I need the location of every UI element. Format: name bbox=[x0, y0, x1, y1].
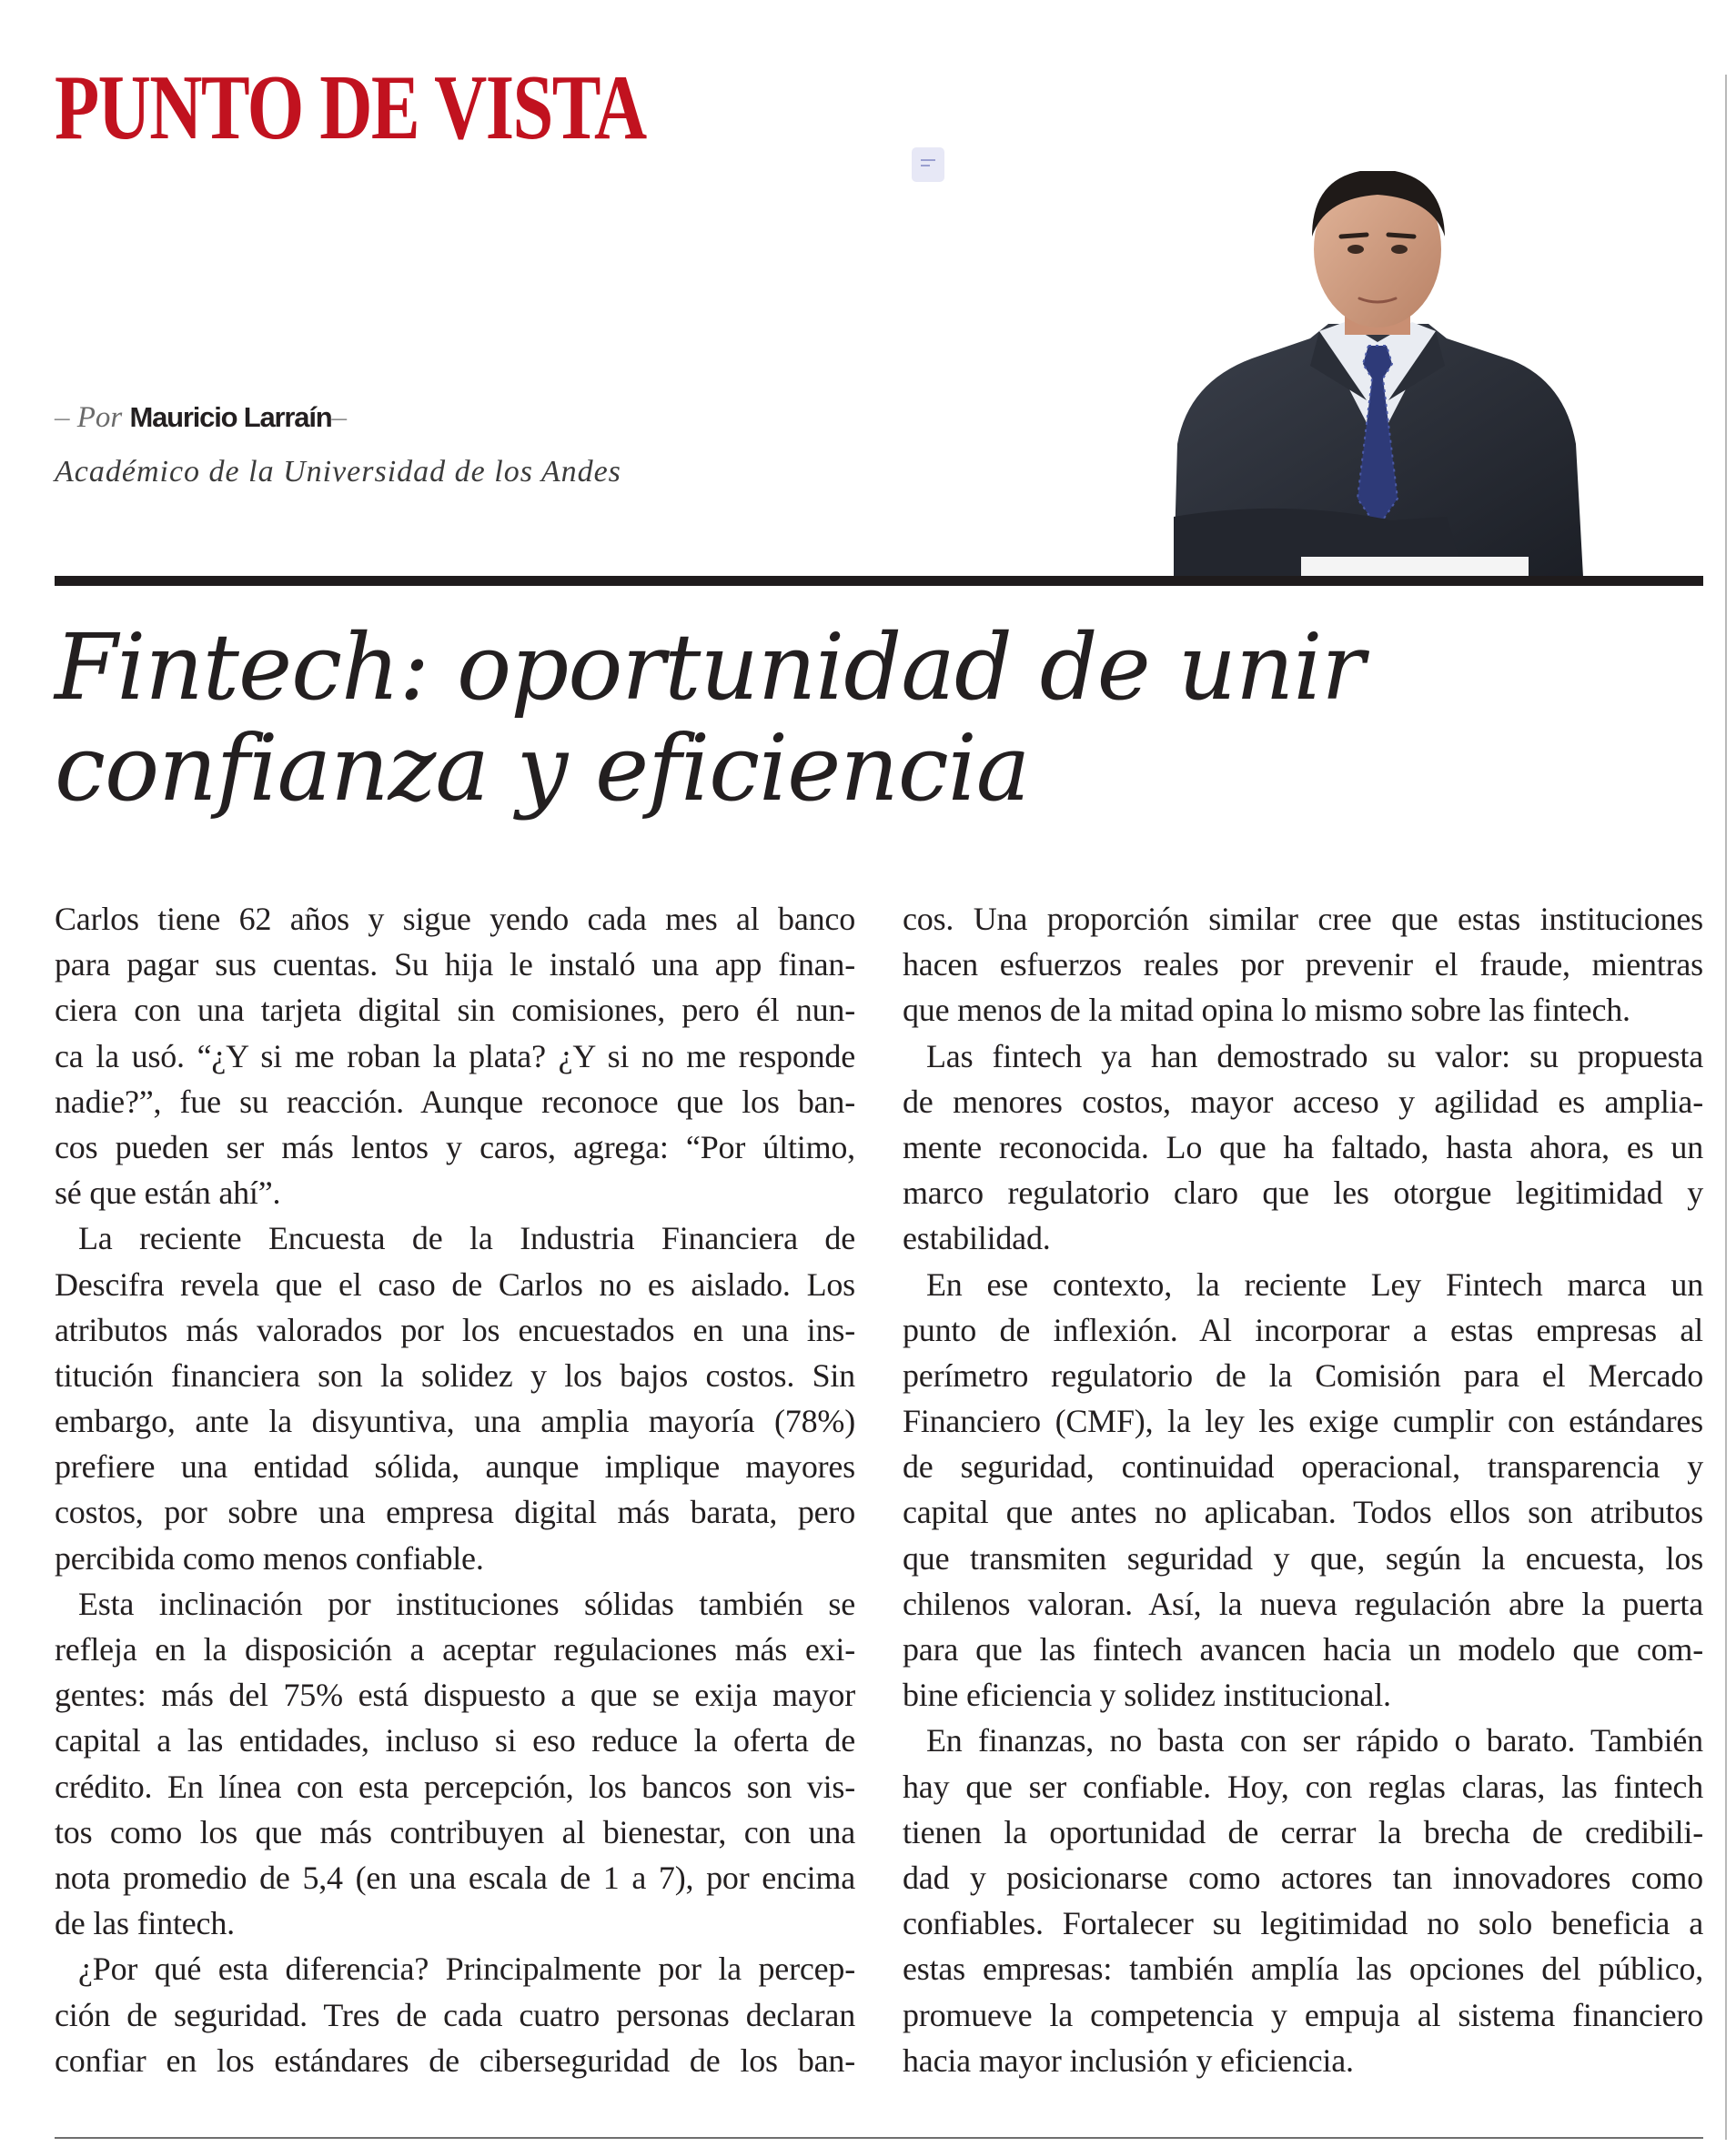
bottom-rule bbox=[55, 2137, 1703, 2139]
text-line: gentes: más del 75% está dispuesto a que se exija mayor bbox=[55, 1677, 855, 1714]
byline-por: Por bbox=[76, 401, 123, 434]
text-line: de seguridad, continuidad operacional, transparencia y bbox=[903, 1448, 1703, 1486]
text-line: perímetro regulatorio de la Comisión para el Mercado bbox=[903, 1356, 1703, 1394]
text-line: promueve la competencia y empuja al sistema financiero bbox=[903, 1996, 1703, 2033]
text-line: de menores costos, mayor acceso y agilidad es amplia- bbox=[903, 1083, 1703, 1120]
text-line: ¿Por qué esta diferencia? Principalmente por la percep- bbox=[78, 1950, 855, 1988]
text-line: percibida como menos confiable. bbox=[55, 1539, 484, 1577]
divider-rule bbox=[55, 576, 1703, 586]
text-line: cos pueden ser más lentos y caros, agrega: “Por último, bbox=[55, 1128, 855, 1165]
text-line: nadie?”, fue su reacción. Aunque reconoce que los ban- bbox=[55, 1083, 855, 1120]
headline-line: Fintech: oportunidad de unir bbox=[55, 614, 1365, 721]
headline-line: confianza y eficiencia bbox=[55, 715, 1030, 822]
text-line: confiar en los estándares de ciberseguridad de los ban- bbox=[55, 2041, 855, 2079]
text-line: crédito. En línea con esta percepción, los bancos son vis- bbox=[55, 1768, 855, 1805]
text-line: capital que antes no aplicaban. Todos ellos son atributos bbox=[903, 1494, 1703, 1531]
text-line: ca la usó. “¿Y si me roban la plata? ¿Y si no me responde bbox=[55, 1037, 855, 1074]
paragraph bbox=[55, 1215, 855, 1581]
text-line: prefiere una entidad sólida, aunque implique mayores bbox=[55, 1448, 855, 1486]
paragraph bbox=[903, 1033, 1703, 1262]
text-line: que transmiten seguridad y que, según la encuesta, los bbox=[903, 1539, 1703, 1577]
text-line: Esta inclinación por instituciones sólidas también se bbox=[78, 1585, 855, 1622]
text-line: hay que ser confiable. Hoy, con reglas claras, las fintech bbox=[903, 1768, 1703, 1805]
text-line: que menos de la mitad opina lo mismo sobre las fintech. bbox=[903, 992, 1630, 1029]
paragraph bbox=[903, 896, 1703, 1033]
text-line: capital a las entidades, incluso si eso reduce la oferta de bbox=[55, 1722, 855, 1759]
text-line: atributos más valorados por los encuestados en una ins- bbox=[55, 1311, 855, 1348]
text-line: titución financiera son la solidez y los bajos costos. Sin bbox=[55, 1356, 855, 1394]
author-name: Mauricio Larraín bbox=[129, 401, 332, 433]
text-line: Financiero (CMF), la ley les exige cumplir con estándares bbox=[903, 1403, 1703, 1440]
text-line: hacia mayor inclusión y eficiencia. bbox=[903, 2041, 1354, 2079]
text-line: Carlos tiene 62 años y sigue yendo cada mes al banco bbox=[55, 901, 855, 937]
text-line: sé que están ahí”. bbox=[55, 1174, 281, 1212]
text-line: refleja en la disposición a aceptar regulaciones más exi- bbox=[55, 1631, 855, 1668]
text-line: En finanzas, no basta con ser rápido o barato. También bbox=[926, 1722, 1703, 1759]
text-line: La reciente Encuesta de la Industria Financiera de bbox=[78, 1220, 855, 1257]
paragraph bbox=[903, 1718, 1703, 2083]
text-line: confiables. Fortalecer su legitimidad no solo beneficia a bbox=[903, 1905, 1703, 1942]
text-line: para que las fintech avancen hacia un modelo que com- bbox=[903, 1631, 1703, 1668]
text-line: de las fintech. bbox=[55, 1905, 235, 1942]
text-line: Descifra revela que el caso de Carlos no es aislado. Los bbox=[55, 1265, 855, 1303]
text-line: costos, por sobre una empresa digital más barata, pero bbox=[55, 1494, 855, 1531]
text-line: marco regulatorio claro que les otorgue legitimidad y bbox=[903, 1174, 1703, 1212]
text-line: ciera con una tarjeta digital sin comisiones, pero él nun- bbox=[55, 992, 855, 1029]
text-line: embargo, ante la disyuntiva, una amplia mayoría (78%) bbox=[55, 1403, 855, 1440]
text-line: cos. Una proporción similar cree que estas instituciones bbox=[903, 901, 1703, 937]
text-line: En ese contexto, la reciente Ley Fintech marca un bbox=[926, 1265, 1703, 1303]
text-line: chilenos valoran. Así, la nueva regulación abre la puerta bbox=[903, 1585, 1703, 1622]
section-label: PUNTO DE VISTA bbox=[55, 56, 646, 159]
text-line: estabilidad. bbox=[903, 1220, 1051, 1257]
paragraph bbox=[55, 896, 855, 1215]
text-line: tos como los que más contribuyen al bienestar, con una bbox=[55, 1813, 855, 1850]
text-line: para pagar sus cuentas. Su hija le instaló una app finan- bbox=[55, 946, 855, 983]
note-icon[interactable] bbox=[912, 147, 944, 182]
text-line: hacen esfuerzos reales por prevenir el fraude, mientras bbox=[903, 946, 1703, 983]
author-portrait bbox=[1174, 171, 1583, 577]
page-edge-line bbox=[1725, 75, 1727, 2140]
byline bbox=[55, 400, 347, 437]
text-line: tienen la oportunidad de cerrar la brecha de credibili- bbox=[903, 1813, 1703, 1850]
paragraph bbox=[903, 1262, 1703, 1719]
article-column-right bbox=[903, 896, 1703, 2083]
article-column-left bbox=[55, 896, 855, 2083]
text-line: dad y posicionarse como actores tan innovadores como bbox=[903, 1859, 1703, 1896]
headline bbox=[55, 614, 1692, 822]
text-line: estas empresas: también amplía las opciones del público, bbox=[903, 1950, 1703, 1988]
text-line: ción de seguridad. Tres de cada cuatro personas declaran bbox=[55, 1996, 855, 2033]
text-line: mente reconocida. Lo que ha faltado, hasta ahora, es un bbox=[903, 1128, 1703, 1165]
text-line: Las fintech ya han demostrado su valor: su propuesta bbox=[926, 1037, 1703, 1074]
byline-dash-before: – bbox=[55, 401, 70, 434]
text-line: nota promedio de 5,4 (en una escala de 1 a 7), por encima bbox=[55, 1859, 855, 1896]
paragraph bbox=[55, 1946, 855, 2083]
paragraph bbox=[55, 1581, 855, 1947]
text-line: punto de inflexión. Al incorporar a estas empresas al bbox=[903, 1311, 1703, 1348]
text-line: bine eficiencia y solidez institucional. bbox=[903, 1677, 1391, 1714]
author-affiliation: Académico de la Universidad de los Andes bbox=[55, 455, 621, 489]
byline-dash-after: – bbox=[331, 401, 347, 434]
